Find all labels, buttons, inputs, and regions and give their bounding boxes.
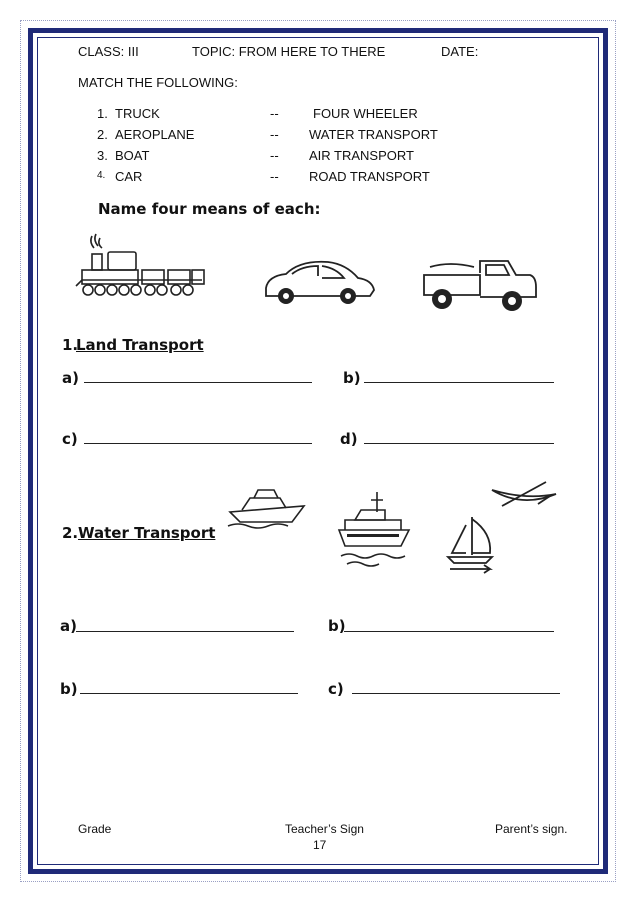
teacher-sign-label: Teacher’s Sign xyxy=(285,822,364,836)
parent-sign-label: Parent’s sign. xyxy=(495,822,568,836)
water-title: Water Transport xyxy=(78,524,216,542)
water-a-line[interactable] xyxy=(76,631,294,632)
car-illustration xyxy=(262,258,377,306)
date-label: DATE: xyxy=(441,44,479,59)
land-num: 1. xyxy=(62,336,79,354)
match-right: WATER TRANSPORT xyxy=(309,127,438,142)
ship-illustration xyxy=(337,490,411,570)
land-a-label: a) xyxy=(62,369,79,387)
match-right: FOUR WHEELER xyxy=(313,106,418,121)
water-c-label: c) xyxy=(328,680,344,698)
match-right: AIR TRANSPORT xyxy=(309,148,414,163)
match-dash: -- xyxy=(270,106,279,121)
topic-label: TOPIC: FROM HERE TO THERE xyxy=(192,44,386,59)
match-heading: MATCH THE FOLLOWING: xyxy=(78,75,238,90)
match-dash: -- xyxy=(270,127,279,142)
match-num: 2. xyxy=(97,127,108,142)
motorboat-illustration xyxy=(228,482,306,528)
match-left: CAR xyxy=(115,169,143,184)
water-b2-line[interactable] xyxy=(80,693,298,694)
sailboat-illustration xyxy=(444,515,498,575)
match-left: BOAT xyxy=(115,148,150,163)
land-d-line[interactable] xyxy=(364,443,554,444)
class-label: CLASS: III xyxy=(78,44,139,59)
land-c-line[interactable] xyxy=(84,443,312,444)
water-b2-label: b) xyxy=(60,680,78,698)
canoe-illustration xyxy=(488,478,560,514)
water-c-line[interactable] xyxy=(352,693,560,694)
water-a-label: a) xyxy=(60,617,77,635)
match-dash: -- xyxy=(270,148,279,163)
match-right: ROAD TRANSPORT xyxy=(309,169,430,184)
match-num: 4. xyxy=(97,170,106,181)
grade-label: Grade xyxy=(78,822,112,836)
water-b1-label: b) xyxy=(328,617,346,635)
land-d-label: d) xyxy=(340,430,358,448)
match-dash: -- xyxy=(270,169,279,184)
name-four-heading: Name four means of each: xyxy=(98,200,321,218)
truck-illustration xyxy=(420,253,538,315)
land-a-line[interactable] xyxy=(84,382,312,383)
match-left: AEROPLANE xyxy=(115,127,195,142)
match-num: 3. xyxy=(97,148,108,163)
page-number: 17 xyxy=(313,838,327,852)
match-left: TRUCK xyxy=(115,106,160,121)
land-b-line[interactable] xyxy=(364,382,554,383)
water-b1-line[interactable] xyxy=(344,631,554,632)
land-title: Land Transport xyxy=(76,336,204,354)
train-illustration xyxy=(72,232,207,302)
land-b-label: b) xyxy=(343,369,361,387)
land-c-label: c) xyxy=(62,430,78,448)
match-num: 1. xyxy=(97,106,108,121)
water-num: 2. xyxy=(62,524,79,542)
